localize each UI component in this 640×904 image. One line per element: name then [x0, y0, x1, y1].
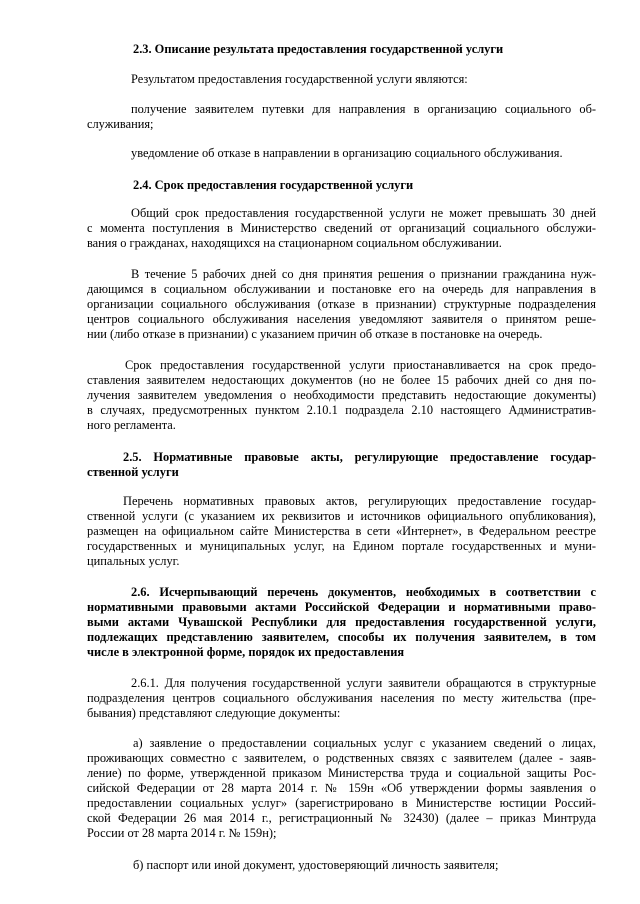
section-2-4-para-1-line: вания о гражданах, находящихся на стационарном социальном обслуживании.	[87, 236, 502, 250]
section-2-6-item-a-line: ление) по форме, утвержденной приказом Министерства труда и социальной защиты Рос-	[87, 766, 596, 780]
section-2-5-para-line: государственных и муниципальных услуг, на Едином портале государственных и муни-	[87, 539, 596, 553]
section-2-6-heading-line: нормативными правовыми актами Российской Федерации и нормативными право-	[87, 600, 596, 614]
section-2-4-para-2-line: организации социального обслуживания (отказе в признании) структурные подразделения	[87, 297, 596, 311]
section-2-5-para-line: Перечень нормативных правовых актов, регулирующих предоставление государ-	[123, 494, 596, 508]
section-2-5-para-line: ципальных услуг.	[87, 554, 180, 568]
section-2-3-item-1-line: получение заявителем путевки для направления в организацию социального об-	[131, 102, 596, 116]
section-2-6-item-a-line: ской Федерации 26 мая 2014 г., регистрационный № 32430) (далее – приказ Минтруда	[87, 811, 596, 825]
section-2-6-item-b: б) паспорт или иной документ, удостоверяющий личность заявителя;	[133, 858, 499, 872]
section-2-6-heading-line: подлежащих представлению заявителем, способы их получения заявителем, в том	[87, 630, 596, 644]
section-2-4-para-2-line: нии (либо отказе в признании) с указанием причин об отказе в постановке на очередь.	[87, 327, 543, 341]
section-2-6-item-a-line: а) заявление о предоставлении социальных услуг с указанием сведений о лицах,	[133, 736, 596, 750]
section-2-6-heading-line: 2.6. Исчерпывающий перечень документов, необходимых в соответствии с	[131, 585, 596, 599]
section-2-4-heading: 2.4. Срок предоставления государственной услуги	[133, 178, 414, 192]
section-2-4-para-2-line: центров социального обслуживания населения уведомляют заявителя о принятом реше-	[87, 312, 596, 326]
section-2-3-heading: 2.3. Описание результата предоставления государственной услуги	[133, 42, 504, 56]
section-2-6-para-1-line: подразделения центров социального обслуживания населения по месту жительства (пре-	[87, 691, 596, 705]
section-2-5-para-line: ственной услуги (с указанием их реквизитов и источников официального опубликования),	[87, 509, 596, 523]
section-2-4-para-2-line: В течение 5 рабочих дней со дня принятия решения о признании гражданина нуж-	[131, 267, 596, 281]
section-2-6-para-1-line: 2.6.1. Для получения государственной услуги заявители обращаются в структурные	[131, 676, 596, 690]
section-2-4-para-2-line: дающимся в социальном обслуживании и постановке его на очередь для направления в	[87, 282, 596, 296]
section-2-4-para-3-line: Срок предоставления государственной услуги приостанавливается на срок предо-	[125, 358, 596, 372]
section-2-6-item-a-line: предоставлении социальных услуг» (зарегистрировано в Министерстве юстиции Россий-	[87, 796, 596, 810]
section-2-3-intro: Результатом предоставления государственной услуги являются:	[131, 72, 468, 86]
section-2-4-para-3-line: ставления заявителем недостающих документов (но не более 15 рабочих дней со дня по-	[87, 373, 596, 387]
section-2-6-heading-line: выми актами Чувашской Республики для предоставления государственной услуги,	[87, 615, 596, 629]
section-2-4-para-3-line: в случаях, предусмотренных пунктом 2.10.1 подраздела 2.10 настоящего Административ-	[87, 403, 596, 417]
section-2-5-heading-line: 2.5. Нормативные правовые акты, регулирующие предоставление государ-	[123, 450, 596, 464]
section-2-5-para-line: размещен на официальном сайте Министерства в сети «Интернет», в Федеральном реестре	[87, 524, 596, 538]
section-2-5-heading-line: ственной услуги	[87, 465, 179, 479]
section-2-4-para-3-line: лучения заявителем уведомления о необходимости представить недостающие документы)	[87, 388, 596, 402]
section-2-4-para-1-line: Общий срок предоставления государственной услуги не может превышать 30 дней	[131, 206, 596, 220]
section-2-4-para-3-line: ного регламента.	[87, 418, 176, 432]
section-2-6-para-1-line: бывания) представляют следующие документы:	[87, 706, 341, 720]
section-2-6-item-a-line: сийской Федерации от 28 марта 2014 г. № 159н «Об утверждении формы заявления о	[87, 781, 596, 795]
section-2-3-item-2: уведомление об отказе в направлении в организацию социального обслуживания.	[131, 146, 563, 160]
section-2-6-heading-line: числе в электронной форме, порядок их предоставления	[87, 645, 405, 659]
section-2-3-item-1-line: служивания;	[87, 117, 154, 131]
section-2-6-item-a-line: проживающих совместно с заявителем, о родственных связях с заявителем (далее - заяв-	[87, 751, 596, 765]
section-2-6-item-a-line: России от 28 марта 2014 г. № 159н);	[87, 826, 277, 840]
section-2-4-para-1-line: с момента поступления в Министерство сведений от организаций социального обслужи-	[87, 221, 596, 235]
